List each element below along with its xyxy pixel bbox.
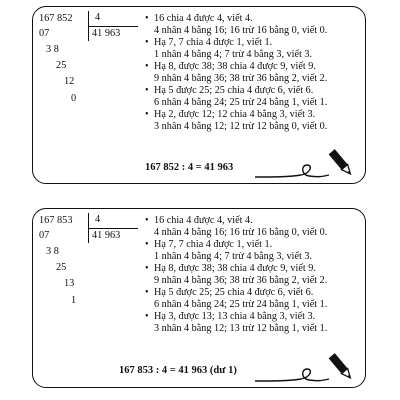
step-4: • Hạ 5 được 25; 25 chia 4 được 6, viết 6. 6 nhân 4 bằng 24; 25 trừ 24 bằng 1, viết 1. — [145, 85, 328, 108]
bullet-dot: • — [145, 85, 149, 96]
quotient: 41 963 — [92, 28, 121, 39]
step-3: • Hạ 8, được 38; 38 chia 4 được 9, viết 9. 9 nhân 4 bằng 36; 38 trừ 36 bằng 2, viết 2. — [145, 61, 328, 84]
work-line-5: 0 — [71, 93, 77, 104]
pencil-icon — [327, 147, 357, 181]
dividend: 167 852 — [39, 13, 73, 24]
step-1: • 16 chia 4 được 4, viết 4. 4 nhân 4 bằng 16; 16 trừ 16 bằng 0, viết 0. — [145, 13, 328, 36]
division-panel-2 — [32, 208, 366, 388]
work-line-1: 07 — [39, 230, 50, 241]
step-2: • Hạ 7, 7 chia 4 được 1, viết 1. 1 nhân 4 bằng 4; 7 trừ 4 bằng 3, viết 3. — [145, 239, 313, 262]
step-5: • Hạ 3, được 13; 13 chia 4 bằng 3, viết 3. 3 nhân 4 bằng 12; 13 trừ 12 bằng 1, viết 1. — [145, 311, 328, 334]
explanation-steps — [145, 215, 360, 335]
step-1: • 16 chia 4 được 4, viết 4. 4 nhân 4 bằng 16; 16 trừ 16 bằng 0, viết 0. — [145, 215, 328, 238]
explanation-steps — [145, 13, 360, 133]
step-2: • Hạ 7, 7 chia 4 được 1, viết 1. 1 nhân 4 bằng 4; 7 trừ 4 bằng 3, viết 3. — [145, 37, 313, 60]
bullet-dot: • — [145, 61, 149, 72]
quotient: 41 963 — [92, 230, 121, 241]
division-bracket-horizontal — [88, 228, 138, 229]
bullet-dot: • — [145, 239, 149, 250]
divisor: 4 — [95, 12, 101, 23]
divisor: 4 — [95, 214, 101, 225]
bullet-dot: • — [145, 287, 149, 298]
work-line-2: 3 8 — [46, 246, 59, 257]
work-line-4: 12 — [64, 76, 75, 87]
bullet-dot: • — [145, 263, 149, 274]
result-equation: 167 853 : 4 = 41 963 (dư 1) — [119, 365, 237, 376]
pencil-icon — [327, 351, 357, 385]
work-line-4: 13 — [64, 278, 75, 289]
work-line-3: 25 — [56, 262, 67, 273]
bullet-dot: • — [145, 215, 149, 226]
bullet-dot: • — [145, 109, 149, 120]
work-line-5: 1 — [71, 295, 77, 306]
division-panel-1 — [32, 6, 366, 184]
dividend: 167 853 — [39, 215, 73, 226]
bullet-dot: • — [145, 13, 149, 24]
bullet-dot: • — [145, 311, 149, 322]
result-equation: 167 852 : 4 = 41 963 — [145, 162, 234, 173]
step-4: • Hạ 5 được 25; 25 chia 4 được 6, viết 6. 6 nhân 4 bằng 24; 25 trừ 24 bằng 1, viết 1. — [145, 287, 328, 310]
work-line-1: 07 — [39, 28, 50, 39]
work-line-2: 3 8 — [46, 44, 59, 55]
work-line-3: 25 — [56, 60, 67, 71]
bullet-dot: • — [145, 37, 149, 48]
division-bracket-horizontal — [88, 26, 138, 27]
step-5: • Hạ 2, được 12; 12 chia 4 bằng 3, viết 3. 3 nhân 4 bằng 12; 12 trừ 12 bằng 0, viết 0. — [145, 109, 328, 132]
step-3: • Hạ 8, được 38; 38 chia 4 được 9, viết 9. 9 nhân 4 bằng 36; 38 trừ 36 bằng 2, viết 2. — [145, 263, 328, 286]
